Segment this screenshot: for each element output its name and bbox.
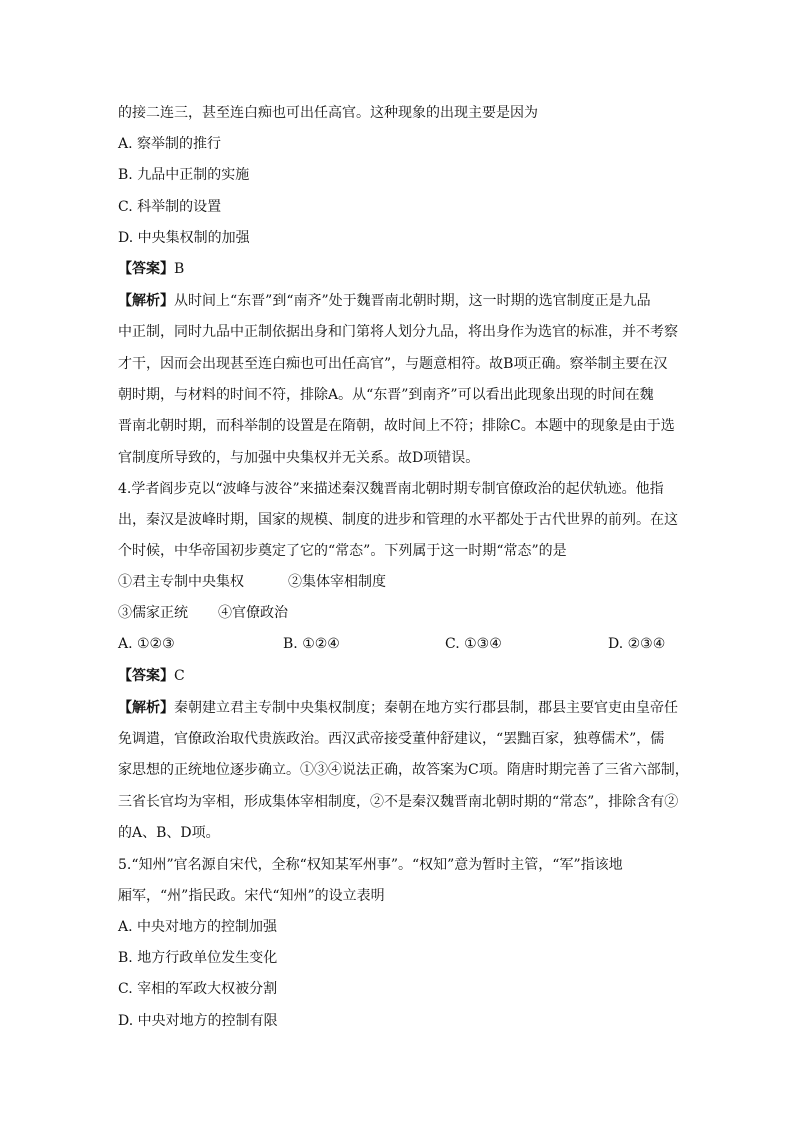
q4-answer (118, 666, 678, 686)
answer-value: C (174, 668, 185, 684)
q4-option-a: A. ①②③ (118, 636, 175, 652)
q3-option-a: A. 察举制的推行 (118, 136, 222, 152)
q5-option-a: A. 中央对地方的控制加强 (118, 919, 278, 935)
q3-analysis-line-5: 晋南北朝时期，而科举制的设置是在隋朝，故时间上不符；排除C。本题中的现象是由于选 (118, 418, 675, 434)
analysis-label: 【解析】 (118, 293, 174, 309)
q4-item-1: ①君主专制中央集权 (118, 574, 244, 590)
q3-answer (118, 259, 678, 279)
q4-option-b: B. ①②④ (283, 636, 340, 652)
q5-stem-line-1: 5.“知州”官名源自宋代，全称“权知某军州事”。“权知”意为暂时主管，“军”指该地 (118, 857, 623, 873)
answer-value: B (174, 261, 185, 277)
q5-option-c: C. 宰相的军政大权被分割 (118, 981, 278, 997)
q4-analysis-line-2: 免调遣，官僚政治取代贵族政治。西汉武帝接受董仲舒建议，“罢黜百家，独尊儒术”，儒 (118, 731, 665, 747)
q4-item-4: ④官僚政治 (218, 605, 288, 621)
answer-label: 【答案】 (118, 261, 174, 277)
q3-option-c: C. 科举制的设置 (118, 199, 222, 215)
q4-option-d: D. ②③④ (608, 636, 666, 652)
analysis-label: 【解析】 (118, 700, 174, 716)
q3-analysis-line-4: 朝时期，与材料的时间不符，排除A。从“东晋”到南齐”可以看出此现象出现的时间在魏 (118, 387, 654, 403)
q3-analysis-line-3: 才干，因而会出现甚至连白痴也可出任高官”，与题意相符。故B项正确。察举制主要在汉 (118, 356, 668, 372)
q4-item-2: ②集体宰相制度 (288, 574, 386, 590)
q5-option-b: B. 地方行政单位发生变化 (118, 950, 278, 966)
q4-analysis-line-4: 三省长官均为宰相，形成集体宰相制度，②不是秦汉魏晋南北朝时期的“常态”，排除含有② (118, 794, 679, 810)
q3-option-d: D. 中央集权制的加强 (118, 230, 250, 246)
q4-option-c: C. ①③④ (445, 636, 502, 652)
q4-item-3: ③儒家正统 (118, 605, 188, 621)
q4-stem-line-2: 出，秦汉是波峰时期，国家的规模、制度的进步和管理的水平都处于古代世界的前列。在这 (118, 512, 678, 528)
q4-analysis-line-1: 【解析】秦朝建立君主专制中央集权制度；秦朝在地方实行郡县制，郡县主要官吏由皇帝任 (118, 700, 678, 716)
q4-analysis-line-5: 的A、B、D项。 (118, 825, 220, 841)
q4-analysis-line-3: 家思想的正统地位逐步确立。①③④说法正确，故答案为C项。隋唐时期完善了三省六部制， (118, 762, 689, 778)
q3-analysis-line-1: 【解析】从时间上“东晋”到“南齐”处于魏晋南北朝时期，这一时期的选官制度正是九品 (118, 293, 651, 309)
q3-stem-tail: 的接二连三，甚至连白痴也可出任高官。这种现象的出现主要是因为 (118, 105, 538, 121)
q5-stem-line-2: 厢军，“州”指民政。宋代“知州”的设立表明 (118, 888, 385, 904)
q3-option-b: B. 九品中正制的实施 (118, 167, 250, 183)
answer-label: 【答案】 (118, 668, 174, 684)
q3-analysis-line-2: 中正制，同时九品中正制依据出身和门第将人划分九品，将出身作为选官的标准，并不考察 (118, 324, 678, 340)
q4-stem-line-3: 个时候，中华帝国初步奠定了它的“常态”。下列属于这一时期“常态”的是 (118, 543, 567, 559)
q5-option-d: D. 中央对地方的控制有限 (118, 1013, 278, 1029)
q3-analysis-line-6: 官制度所导致的，与加强中央集权并无关系。故D项错误。 (118, 450, 480, 466)
q4-stem-line-1: 4.学者阎步克以“波峰与波谷”来描述秦汉魏晋南北朝时期专制官僚政治的起伏轨迹。他指 (118, 481, 664, 497)
